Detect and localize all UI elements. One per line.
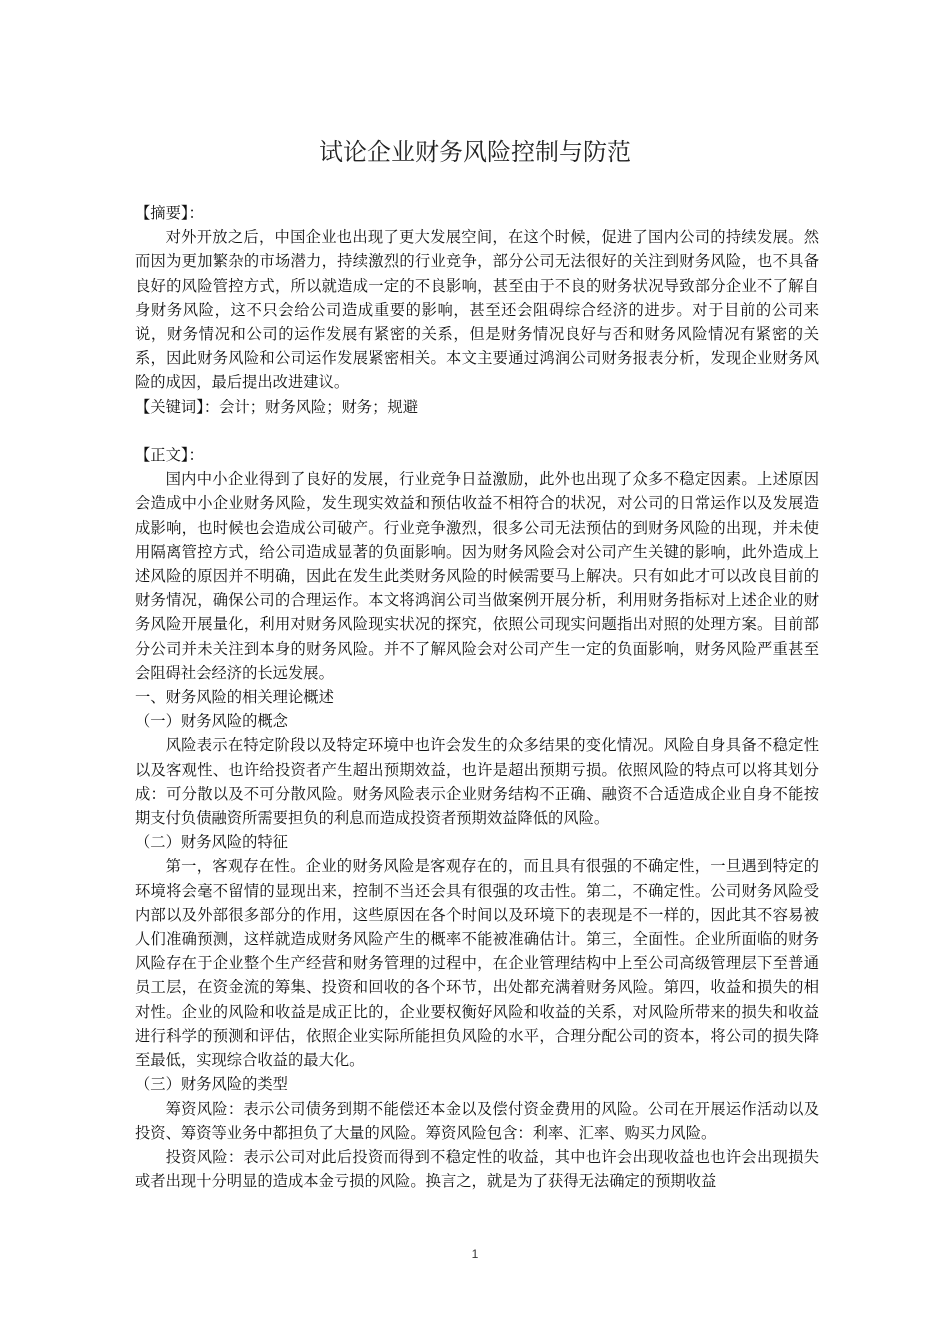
investment-risk-paragraph: 投资风险：表示公司对此后投资而得到不稳定性的收益，其中也许会出现收益也也许会出现损失或者出现十分明显的造成本金亏损的风险。换言之，就是为了获得无法确定的预期收益 (135, 1147, 819, 1191)
financing-risk-paragraph: 筹资风险：表示公司债务到期不能偿还本金以及偿付资金费用的风险。公司在开展运作活动以及投资、筹资等业务中都担负了大量的风险。筹资风险包含：利率、汇率、购买力风险。 (135, 1099, 819, 1142)
paragraph-spacer (135, 419, 819, 443)
keywords-line: 【关键词】：会计；财务风险；财务；规避 (135, 397, 418, 416)
features-paragraph: 第一，客观存在性。企业的财务风险是客观存在的，而且具有很强的不确定性，一旦遇到特定的环境将会毫不留情的显现出来，控制不当还会具有很强的攻击性。第二，不确定性。公司财务风险受内部以及外部很多部分的作用，这些原因在各个时间以及环境下的表现是不一样的，因此其不容易被人们准确预测，这样就造成财务风险产生的概率不能被准确估计。第三，全面性。企业所面临的财务风险存在于企业整个生产经营和财务管理的过程中，在企业管理结构中上至公司高级管理层下至普通员工层，在资金流的筹集、投资和回收的各个环节，出处都充满着财务风险。第四，收益和损失的相对性。企业的风险和收益是成正比的，企业要权衡好风险和收益的关系，对风险所带来的损失和收益进行科学的预测和评估，依照企业实际所能担负风险的水平，合理分配公司的资本，将公司的损失降至最低，实现综合收益的最大化。 (135, 857, 819, 1070)
document-title: 试论企业财务风险控制与防范 (319, 138, 631, 166)
document-body (135, 201, 819, 1193)
concept-paragraph: 风险表示在特定阶段以及特定环境中也许会发生的众多结果的变化情况。风险自身具备不稳定性以及客观性、也许给投资者产生超出预期效益，也许是超出预期亏损。依照风险的特点可以将其划分成：可分散以及不可分散风险。财务风险表示企业财务结构不正确、融资不合适造成企业自身不能按期支付负债融资所需要担负的利息而造成投资者预期效益降低的风险。 (135, 736, 819, 828)
abstract-label: 【摘要】： (135, 204, 204, 222)
subsection-heading: （二）财务风险的特征 (135, 833, 288, 852)
subsection-heading: （一）财务风险的概念 (135, 712, 288, 731)
intro-paragraph: 国内中小企业得到了良好的发展，行业竞争日益激励，此外也出现了众多不稳定因素。上述原因会造成中小企业财务风险，发生现实效益和预估收益不相符合的状况，对公司的日常运作以及发展造成影响，也时候也会造成公司破产。行业竞争激烈，很多公司无法预估的到财务风险的出现，并未使用隔离管控方式，给公司造成显著的负面影响。因为财务风险会对公司产生关键的影响，此外造成上述风险的原因并不明确，因此在发生此类财务风险的时候需要马上解决。只有如此才可以改良目前的财务情况，确保公司的合理运作。本文将鸿润公司当做案例开展分析，利用财务指标对上述企业的财务风险开展量化，利用对财务风险现实状况的探究，依照公司现实问题指出对照的处理方案。目前部分公司并未关注到本身的财务风险。并不了解风险会对公司产生一定的负面影响，财务风险严重甚至会阻碍社会经济的长远发展。 (135, 470, 819, 682)
body-label: 【正文】： (135, 446, 204, 465)
subsection-heading: （三）财务风险的类型 (135, 1075, 288, 1094)
page-number: 1 (471, 1247, 479, 1261)
section-heading: 一、财务风险的相关理论概述 (135, 688, 334, 707)
abstract-paragraph: 对外开放之后，中国企业也出现了更大发展空间，在这个时候，促进了国内公司的持续发展。然而因为更加繁杂的市场潜力，持续激烈的行业竞争，部分公司无法很好的关注到财务风险，也不具备良好的风险管控方式，所以就造成一定的不良影响，甚至由于不良的财务状况导致部分企业不了解自身财务风险，这不只会给公司造成重要的影响，甚至还会阻碍综合经济的进步。对于目前的公司来说，财务情况和公司的运作发展有紧密的关系，但是财务情况良好与否和财务风险情况有紧密的关系，因此财务风险和公司运作发展紧密相关。本文主要通过鸿润公司财务报表分析，发现企业财务风险的成因，最后提出改进建议。 (135, 228, 819, 392)
